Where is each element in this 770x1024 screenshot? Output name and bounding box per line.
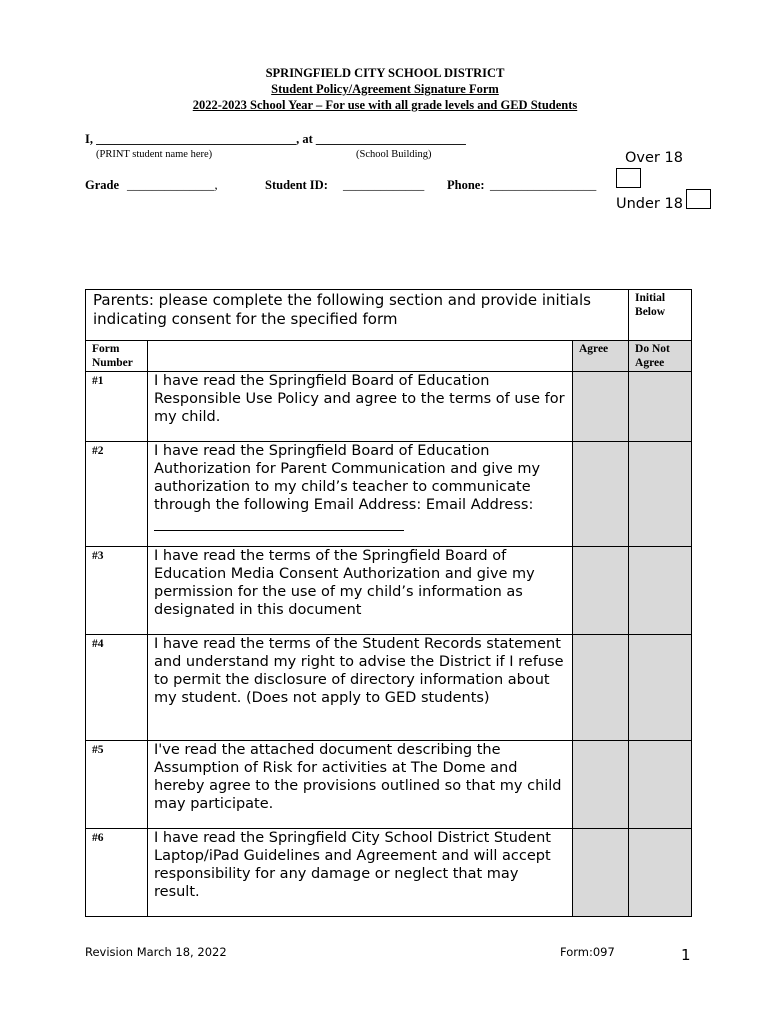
do-not-agree-initial-cell[interactable] xyxy=(629,829,692,917)
table-row xyxy=(86,547,692,635)
grade-field[interactable]: ______________, xyxy=(127,178,218,192)
do-not-agree-initial-cell[interactable] xyxy=(629,741,692,829)
statement-text: I have read the terms of the Student Records statement and understand my right to advise the District if I refuse to permit the disclosure of directory information about my student. (Does not apply to GED students) xyxy=(148,635,573,741)
table-row xyxy=(86,741,692,829)
form-title: Student Policy/Agreement Signature Form xyxy=(271,82,499,96)
school-year-line: 2022-2023 School Year – For use with all grade levels and GED Students xyxy=(192,98,578,112)
statement-text: I have read the terms of the Springfield Board of Education Media Consent Authorization and give my permission for the use of my child’s information as designated in this document xyxy=(148,547,573,635)
statement-cell xyxy=(148,442,573,547)
agree-initial-cell[interactable] xyxy=(573,635,629,741)
over-18-label: Over 18 xyxy=(625,150,683,166)
parents-instructions: Parents: please complete the following section and provide initials indicating consent for the specified form xyxy=(86,290,629,341)
form-number: #3 xyxy=(86,547,148,635)
do-not-agree-initial-cell[interactable] xyxy=(629,442,692,547)
form-number: #2 xyxy=(86,442,148,547)
form-number: #5 xyxy=(86,741,148,829)
table-row xyxy=(86,829,692,917)
statement-text: I have read the Springfield Board of Education Authorization for Parent Communication and give my authorization to my child’s teacher to communicate through the following Email Address: Email Address: xyxy=(154,443,541,513)
form-number: #4 xyxy=(86,635,148,741)
initial-below-header: Initial Below xyxy=(629,290,692,341)
form-number-header: Form Number xyxy=(86,341,148,372)
phone-label: Phone: xyxy=(447,178,485,192)
agree-initial-cell[interactable] xyxy=(573,741,629,829)
statement-text: I have read the Springfield Board of Education Responsible Use Policy and agree to the terms of use for my child. xyxy=(148,372,573,442)
under-18-checkbox[interactable] xyxy=(686,189,711,209)
do-not-agree-initial-cell[interactable] xyxy=(629,635,692,741)
grade-label: Grade xyxy=(85,178,120,192)
do-not-agree-header: Do Not Agree xyxy=(629,341,692,372)
name-school-line[interactable]: I, ________________________________, at ________________________ xyxy=(85,132,466,146)
do-not-agree-initial-cell[interactable] xyxy=(629,547,692,635)
table-row xyxy=(86,635,692,741)
form-number: #1 xyxy=(86,372,148,442)
print-name-caption: (PRINT student name here) xyxy=(96,149,213,160)
form-number: #6 xyxy=(86,829,148,917)
agree-initial-cell[interactable] xyxy=(573,442,629,547)
statement-text: I have read the Springfield City School District Student Laptop/iPad Guidelines and Agreement and will accept responsibility for any damage or neglect that may result. xyxy=(148,829,573,917)
table-row xyxy=(86,442,692,547)
student-id-label: Student ID: xyxy=(265,178,328,192)
over-18-checkbox[interactable] xyxy=(616,168,641,188)
revision-date: Revision March 18, 2022 xyxy=(85,945,227,959)
form-number-footer: Form:097 xyxy=(560,945,615,959)
agree-initial-cell[interactable] xyxy=(573,829,629,917)
district-name: SPRINGFIELD CITY SCHOOL DISTRICT xyxy=(265,66,505,80)
description-header xyxy=(148,341,573,372)
agree-header: Agree xyxy=(573,341,629,372)
email-address-field[interactable] xyxy=(154,514,404,531)
agree-initial-cell[interactable] xyxy=(573,547,629,635)
statement-text: I've read the attached document describing the Assumption of Risk for activities at The Dome and hereby agree to the provisions outlined so that my child may participate. xyxy=(148,741,573,829)
under-18-label: Under 18 xyxy=(616,196,683,212)
table-row xyxy=(86,372,692,442)
do-not-agree-initial-cell[interactable] xyxy=(629,372,692,442)
student-id-field[interactable]: _____________ xyxy=(343,178,425,192)
phone-field[interactable]: _________________ xyxy=(490,178,597,192)
agree-initial-cell[interactable] xyxy=(573,372,629,442)
school-building-caption: (School Building) xyxy=(356,149,432,160)
consent-table xyxy=(85,289,692,917)
page-number: 1 xyxy=(681,946,691,964)
